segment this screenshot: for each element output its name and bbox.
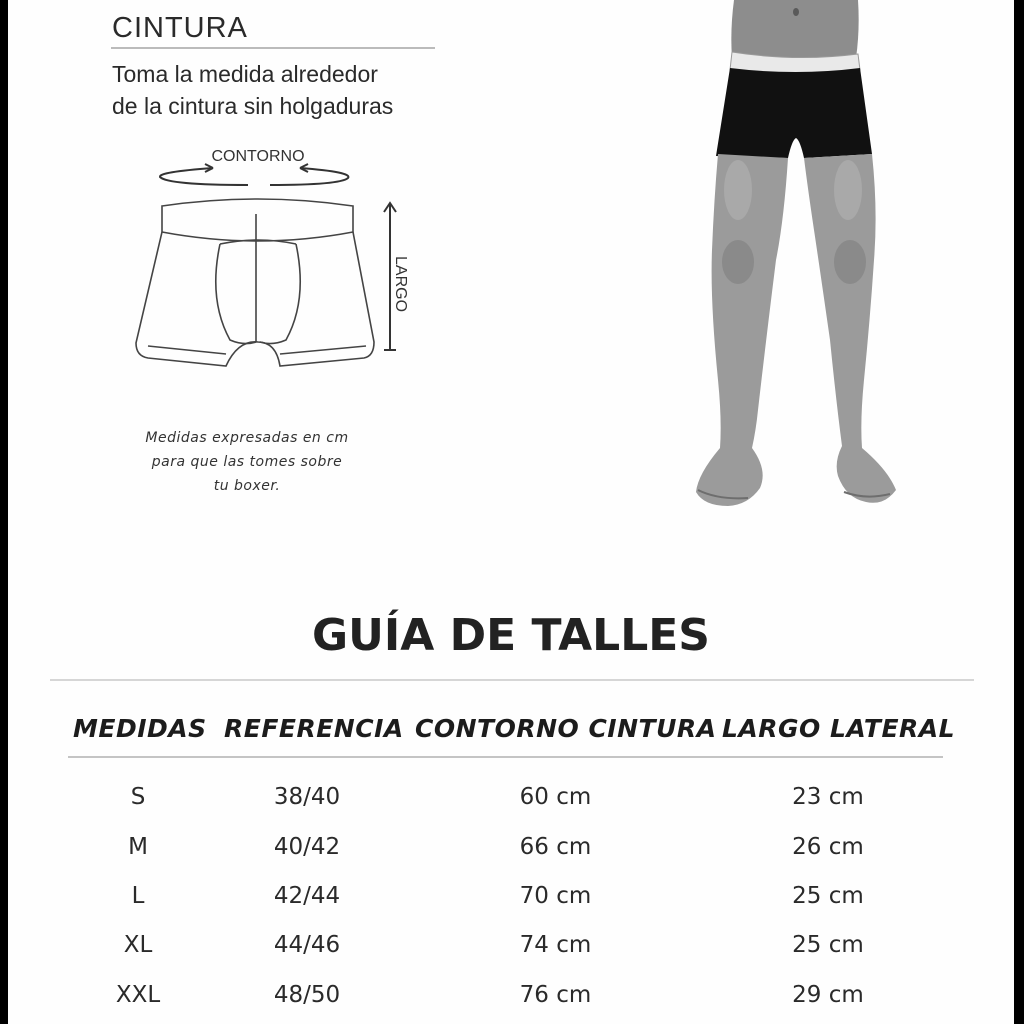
model-figure-image (696, 0, 896, 506)
cell-largo: 23 cm (792, 784, 864, 810)
illustration-layer (8, 0, 1014, 600)
cell-referencia: 38/40 (273, 784, 341, 810)
cell-medida: XXL (115, 982, 161, 1008)
cell-referencia: 40/42 (273, 834, 341, 860)
boxer-outline-icon (136, 199, 374, 366)
cell-medida: M (128, 834, 148, 860)
cell-referencia: 44/46 (273, 932, 341, 958)
cell-contorno: 60 cm (519, 784, 592, 810)
header-largo-lateral: LARGO LATERAL (722, 714, 956, 743)
note-line-3: tu boxer. (213, 478, 281, 494)
cell-largo: 29 cm (792, 982, 864, 1008)
cell-contorno: 66 cm (519, 834, 592, 860)
size-guide-page (8, 0, 1014, 1024)
cell-medida: L (131, 883, 145, 909)
cell-contorno: 76 cm (519, 982, 592, 1008)
header-medidas: MEDIDAS (73, 714, 207, 743)
header-contorno-cintura: CONTORNO CINTURA (415, 714, 717, 743)
cell-referencia: 42/44 (273, 883, 341, 909)
header-divider (68, 756, 943, 758)
cell-largo: 26 cm (792, 834, 864, 860)
largo-label: LARGO (392, 256, 409, 313)
contorno-arrow-icon (160, 164, 349, 185)
note-line-1: Medidas expresadas en cm (145, 430, 349, 446)
cell-medida: S (130, 784, 146, 810)
cell-medida: XL (123, 932, 153, 958)
measurement-note (112, 426, 382, 498)
title-divider (50, 679, 974, 681)
cell-contorno: 70 cm (519, 883, 592, 909)
size-guide-title: GUÍA DE TALLES (312, 610, 710, 661)
header-referencia: REFERENCIA (224, 714, 404, 743)
cell-largo: 25 cm (792, 932, 864, 958)
cintura-description-line-2: de la cintura sin holgaduras (112, 93, 394, 119)
cell-largo: 25 cm (792, 883, 864, 909)
cell-referencia: 48/50 (273, 982, 341, 1008)
contorno-label: CONTORNO (211, 148, 305, 165)
cintura-description-line-1: Toma la medida alrededor (112, 61, 378, 87)
cintura-title: CINTURA (112, 12, 248, 44)
cell-contorno: 74 cm (519, 932, 592, 958)
note-line-2: para que las tomes sobre (151, 454, 343, 470)
